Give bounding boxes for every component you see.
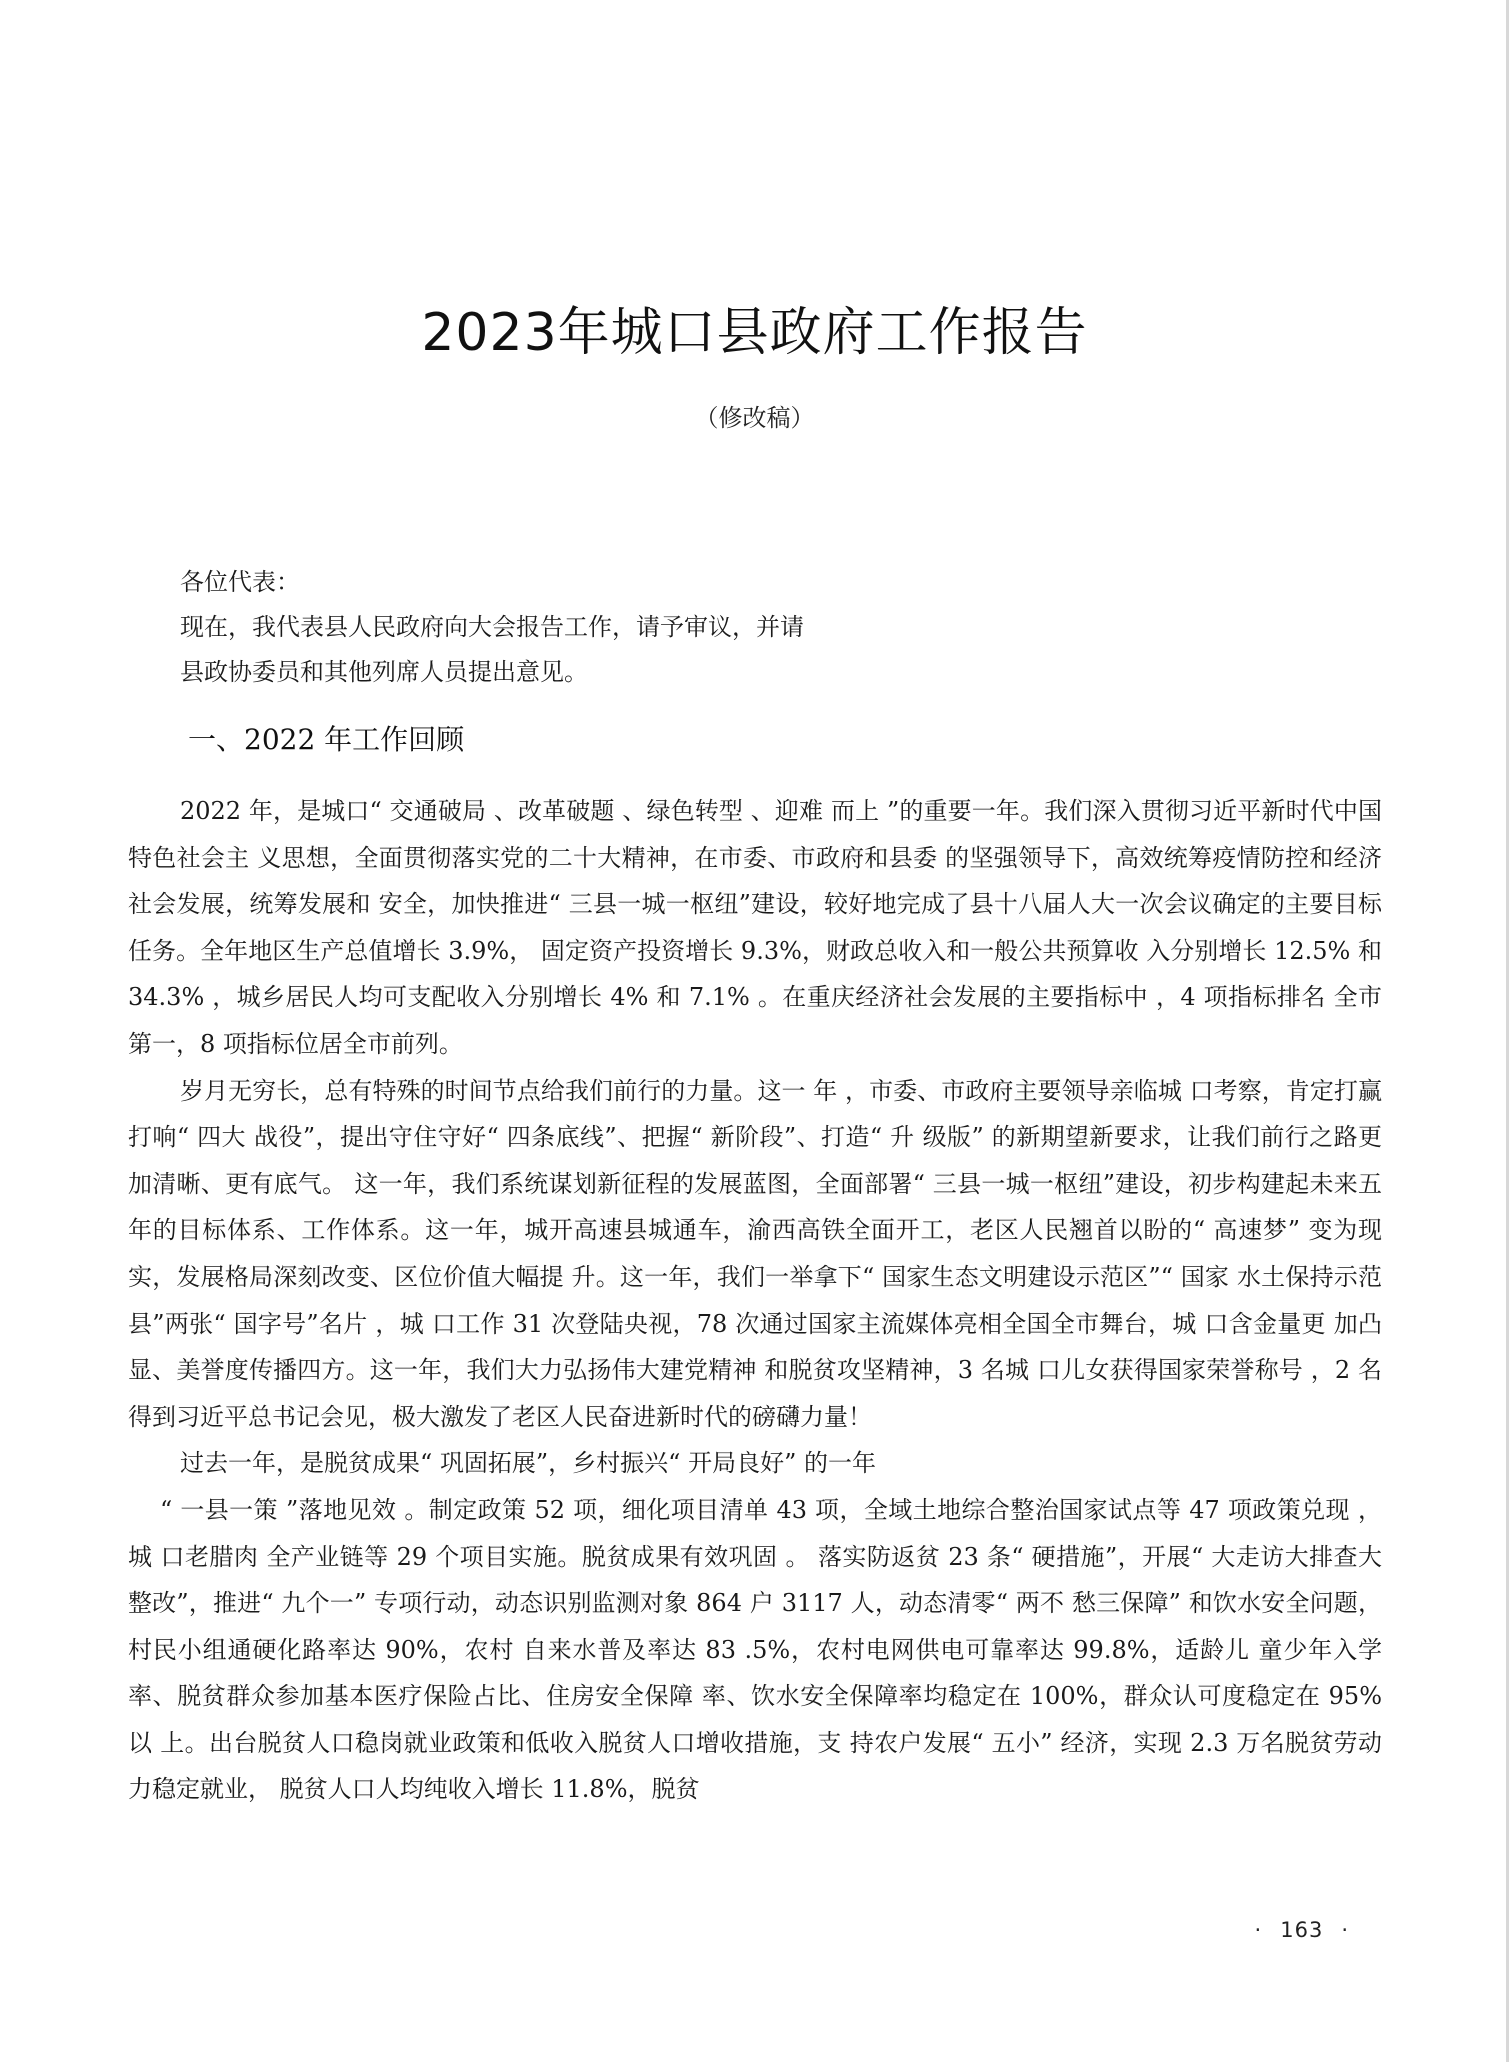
- document-subtitle: （修改稿）: [694, 404, 815, 432]
- section-heading: 一、2022 年工作回顾: [188, 723, 465, 756]
- page-number-dot: ·: [1341, 1918, 1349, 1942]
- page-number: [1237, 1918, 1367, 1942]
- page-number-value: 163: [1280, 1918, 1324, 1942]
- page-number-dot: ·: [1254, 1918, 1263, 1942]
- paragraph: 岁月无穷长，总有特殊的时间节点给我们前行的力量。这一 年 ，市委、市政府主要领导亲临城 口考察，肯定打赢打响“ 四大 战役”，提出守住守好“ 四条底线”、把握“ 新阶段”、打造“ 升 级版” 的新期望新要求，让我们前行之路更加清晰、更有底气。 这一年，我们系统谋划新征程的发展蓝图，全面部署“ 三县一城一枢纽”建设，初步构建起未来五年的目标体系、工作体系。这一年，城开高速县城通车，渝西高铁全面开工，老区人民翘首以盼的“ 高速梦” 变为现实，发展格局深刻改变、区位价值大幅提 升。这一年，我们一举拿下“ 国家生态文明建设示范区”“ 国家 水土保持示范县”两张“ 国字号”名片 ，城 口工作 31 次登陆央视，78 次通过国家主流媒体亮相全国全市舞台，城 口含金量更 加凸显、美誉度传播四方。这一年，我们大力弘扬伟大建党精神 和脱贫攻坚精神，3 名城 口儿女获得国家荣誉称号 ，2 名得到习近平总书记会见，极大激发了老区人民奋进新时代的磅礴力量！: [128, 1076, 1382, 1431]
- salutation-block: [180, 560, 1380, 695]
- paragraph: 过去一年，是脱贫成果“ 巩固拓展”，乡村振兴“ 开局良好” 的一年: [180, 1449, 876, 1478]
- salutation-line: 现在，我代表县人民政府向大会报告工作，请予审议，并请: [180, 613, 804, 641]
- paragraph: “ 一县一策 ”落地见效 。制定政策 52 项，细化项目清单 43 项，全域土地综合整治国家试点等 47 项政策兑现 ，城 口老腊肉 全产业链等 29 个项目实施。脱贫成果有效巩固 。 落实防返贫 23 条“ 硬措施”，开展“ 大走访大排查大整改”，推进“ 九个一” 专项行动，动态识别监测对象 864 户 3117 人，动态清零“ 两不 愁三保障” 和饮水安全问题，村民小组通硬化路率达 90%，农村 自来水普及率达 83 .5%，农村电网供电可靠率达 99.8%，适龄儿 童少年入学率、脱贫群众参加基本医疗保险占比、住房安全保障 率、饮水安全保障率均稳定在 100%，群众认可度稳定在 95% 以 上。出台脱贫人口稳岗就业政策和低收入脱贫人口增收措施，支 持农户发展“ 五小” 经济，实现 2.3 万名脱贫劳动力稳定就业， 脱贫人口人均纯收入增长 11.8%，脱贫: [128, 1495, 1382, 1804]
- salutation-line: 各位代表：: [180, 568, 300, 596]
- salutation-line: 县政协委员和其他列席人员提出意见。: [180, 658, 588, 686]
- body-text: [128, 788, 1382, 1813]
- paragraph: 2022 年，是城口“ 交通破局 、改革破题 、绿色转型 、迎难 而上 ”的重要一年。我们深入贯彻习近平新时代中国特色社会主 义思想，全面贯彻落实党的二十大精神，在市委、市政府和县委 的坚强领导下，高效统筹疫情防控和经济社会发展，统筹发展和 安全，加快推进“ 三县一城一枢纽”建设，较好地完成了县十八届人大一次会议确定的主要目标任务。全年地区生产总值增长 3.9%， 固定资产投资增长 9.3%，财政总收入和一般公共预算收 入分别增长 12.5% 和 34.3% ，城乡居民人均可支配收入分别增长 4% 和 7.1% 。在重庆经济社会发展的主要指标中 ，4 项指标排名 全市第一，8 项指标位居全市前列。: [128, 797, 1382, 1058]
- document-title: 2023年城口县政府工作报告: [421, 303, 1088, 363]
